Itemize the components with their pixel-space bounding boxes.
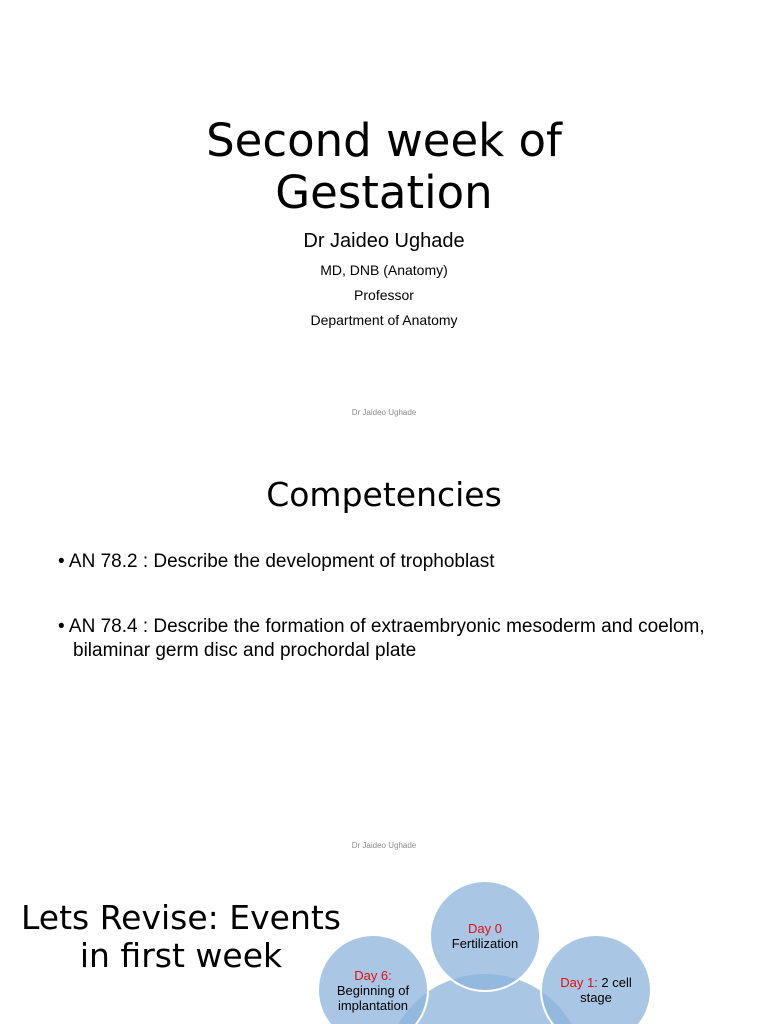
event-description: 2 cell stage [580,975,632,1005]
event-circle-day1 [540,934,652,1024]
title-line-2: Gestation [275,166,493,219]
author-department: Department of Anatomy [310,312,458,328]
competencies-slide [0,433,768,866]
event-day-label: Day 1: [560,975,598,990]
slide-footer: Dr Jaideo Ughade [351,841,417,850]
bullet-text: AN 78.2 : Describe the development of trophoblast [68,551,495,572]
title-line-2: in first week [79,936,283,975]
author-name: Dr Jaideo Ughade [303,230,465,252]
title-slide [0,0,768,433]
title-line-1: Lets Revise: Events [20,898,341,937]
bullet-text: AN 78.4 : Describe the formation of extraembryonic mesoderm and coelom, bilaminar germ disc and prochordal plate [68,616,705,661]
event-circle-day0 [429,880,541,992]
event-text [556,975,636,1005]
slide-footer: Dr Jaideo Ughade [351,408,417,417]
bullet-symbol: • [58,616,65,637]
event-day-label: Day 6: [354,967,392,983]
title-line-1: Second week of [206,114,562,167]
slide-title [0,115,768,219]
revision-slide [0,866,768,1024]
event-description: Fertilization [451,936,519,951]
event-day-label: Day 0 [468,921,502,936]
author-position: Professor [354,287,414,303]
bullet-item [58,550,733,574]
author-credentials: MD, DNB (Anatomy) [320,262,448,278]
bullet-symbol: • [58,551,65,572]
bullet-item [58,615,733,663]
slide-title: Competencies [266,475,502,514]
event-description: Beginning of implantation [336,982,410,1013]
slide-title [0,899,362,975]
